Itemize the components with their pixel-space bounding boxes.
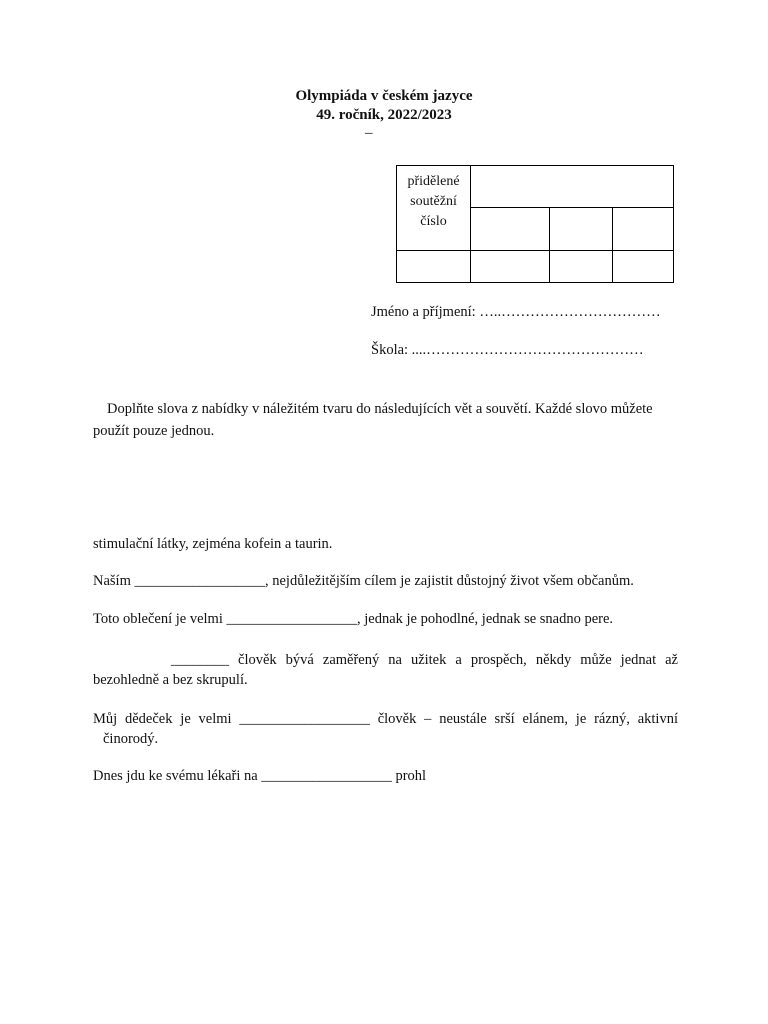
label-line-1: přidělené xyxy=(407,174,460,189)
sentence-4 xyxy=(93,650,678,690)
sentence-6: Dnes jdu ke svému lékaři na __________________ prohl xyxy=(93,768,427,784)
sentence-4-line-2: bezohledně a bez skrupulí. xyxy=(93,672,248,688)
number-cell-a[interactable] xyxy=(471,208,550,250)
number-cell-b[interactable] xyxy=(550,208,613,250)
number-cell-bottom-label[interactable] xyxy=(397,250,471,282)
title-dash: – xyxy=(365,125,373,141)
number-cell-top[interactable] xyxy=(471,166,674,208)
assigned-number-label xyxy=(397,166,471,251)
sentence-4-line-1: ________ člověk bývá zaměřený na užitek a prospěch, někdy může jednat až xyxy=(171,652,678,668)
sentence-3: Toto oblečení je velmi __________________, jednak je pohodlné, jednak se snadno pere. xyxy=(93,611,614,627)
number-cell-c[interactable] xyxy=(613,208,674,250)
document-title: Olympiáda v českém jazyce xyxy=(295,88,473,104)
sentence-1: stimulační látky, zejména kofein a taurin. xyxy=(93,536,333,552)
name-field[interactable]: Jméno a příjmení: …..…………………………… xyxy=(371,304,661,320)
sentence-5 xyxy=(93,709,678,749)
label-line-2: soutěžní xyxy=(410,194,457,209)
number-cell-bottom-c[interactable] xyxy=(613,250,674,282)
assigned-number-table xyxy=(396,165,674,283)
number-cell-bottom-b[interactable] xyxy=(550,250,613,282)
sentence-5-line-2: činorodý. xyxy=(103,731,159,747)
school-field[interactable]: Škola: ....……………………………………… xyxy=(371,342,644,358)
instruction-text: Doplňte slova z nabídky v náležitém tvaru do následujících vět a souvětí. Každé slovo můžete použít pouze jednou. xyxy=(93,401,653,439)
label-line-3: číslo xyxy=(420,214,447,229)
document-subtitle: 49. ročník, 2022/2023 xyxy=(316,107,452,123)
sentence-2: Naším __________________, nejdůležitějším cílem je zajistit důstojný život všem občanům. xyxy=(93,573,634,589)
number-cell-bottom-a[interactable] xyxy=(471,250,550,282)
sentence-5-line-1: Můj dědeček je velmi __________________ člověk – neustále srší elánem, je rázný, aktivní xyxy=(93,711,678,727)
